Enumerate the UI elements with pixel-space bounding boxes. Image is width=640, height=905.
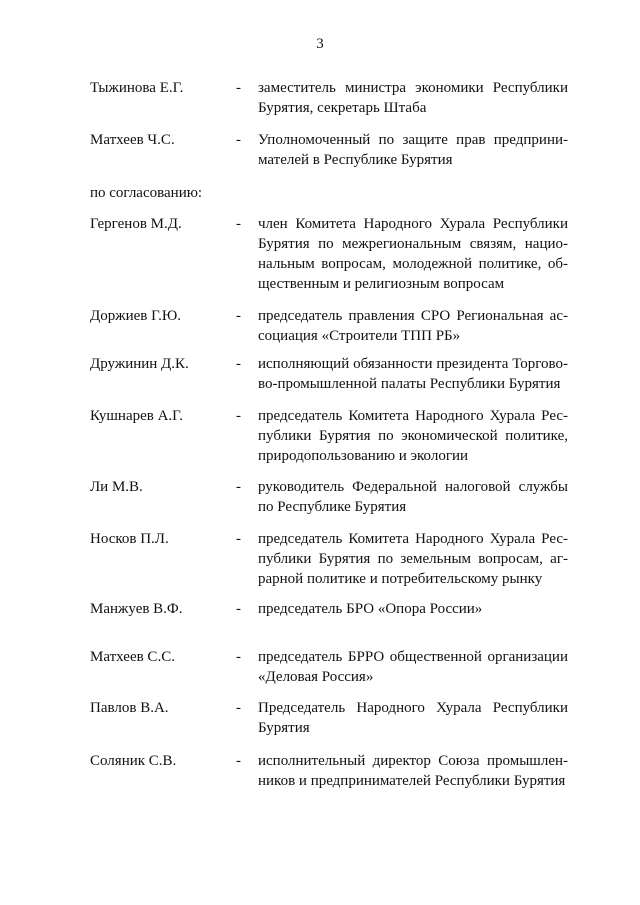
dash-separator: -: [236, 531, 241, 547]
role-line: во-промышленной палаты Республики Бурятия: [258, 376, 561, 392]
person-name: Матхеев Ч.С.: [90, 132, 175, 148]
person-role: [258, 647, 568, 687]
dash-separator: -: [236, 479, 241, 495]
role-line: Бурятия, секретарь Штаба: [258, 100, 427, 116]
dash-separator: -: [236, 308, 241, 324]
role-line: публики Бурятия по земельным вопросам, аг-: [258, 551, 568, 567]
person-name: Гергенов М.Д.: [90, 216, 182, 232]
role-line: нальным вопросам, молодежной политике, об-: [258, 256, 568, 272]
person-name: Кушнарев А.Г.: [90, 408, 183, 424]
role-line: исполнительный директор Союза промышлен-: [258, 753, 568, 769]
person-name: Манжуев В.Ф.: [90, 601, 183, 617]
page-number: 3: [316, 36, 324, 52]
role-line: щественным и религиозным вопросам: [258, 276, 505, 292]
person-name: Ли М.В.: [90, 479, 143, 495]
person-role: [258, 306, 568, 346]
role-line: «Деловая Россия»: [258, 669, 374, 685]
role-line: мателей в Республике Бурятия: [258, 152, 453, 168]
person-name: Павлов В.А.: [90, 700, 169, 716]
role-line: Уполномоченный по защите прав предприни-: [258, 132, 568, 148]
person-role: [258, 529, 568, 589]
person-name: Носков П.Л.: [90, 531, 169, 547]
person-role: [258, 751, 568, 791]
dash-separator: -: [236, 649, 241, 665]
person-name: Соляник С.В.: [90, 753, 177, 769]
person-role: [258, 406, 568, 466]
person-role: [258, 477, 568, 517]
role-line: Председатель Народного Хурала Республики: [258, 700, 568, 716]
person-role: [258, 214, 568, 294]
person-name: Матхеев С.С.: [90, 649, 175, 665]
person-name: Доржиев Г.Ю.: [90, 308, 182, 324]
person-role: [258, 354, 568, 394]
person-role: [258, 698, 568, 738]
person-name: Дружинин Д.К.: [90, 356, 189, 372]
dash-separator: -: [236, 356, 241, 372]
dash-separator: -: [236, 601, 241, 617]
role-line: Бурятия: [258, 720, 310, 736]
dash-separator: -: [236, 700, 241, 716]
role-line: природопользованию и экологии: [258, 448, 469, 464]
role-line: Бурятия по межрегиональным связям, нацио-: [258, 236, 568, 252]
person-role: [258, 78, 568, 118]
dash-separator: -: [236, 408, 241, 424]
role-line: рарной политике и потребительскому рынку: [258, 571, 543, 587]
dash-separator: -: [236, 132, 241, 148]
person-name: Тыжинова Е.Г.: [90, 80, 184, 96]
role-line: ников и предпринимателей Республики Бурятия: [258, 773, 566, 789]
role-line: член Комитета Народного Хурала Республики: [258, 216, 568, 232]
person-role: [258, 599, 568, 619]
role-line: руководитель Федеральной налоговой службы: [258, 479, 568, 495]
role-line: заместитель министра экономики Республики: [258, 80, 568, 96]
role-line: социация «Строители ТПП РБ»: [258, 328, 461, 344]
dash-separator: -: [236, 216, 241, 232]
role-line: председатель правления СРО Региональная ас-: [258, 308, 568, 324]
person-role: [258, 130, 568, 170]
role-line: председатель БРРО общественной организации: [258, 649, 568, 665]
role-line: председатель БРО «Опора России»: [258, 601, 483, 617]
dash-separator: -: [236, 80, 241, 96]
role-line: исполняющий обязанности президента Торгово-: [258, 356, 568, 372]
dash-separator: -: [236, 753, 241, 769]
role-line: председатель Комитета Народного Хурала Рес-: [258, 531, 568, 547]
role-line: председатель Комитета Народного Хурала Рес-: [258, 408, 568, 424]
role-line: публики Бурятия по экономической политике,: [258, 428, 568, 444]
role-line: по Республике Бурятия: [258, 499, 407, 515]
approval-note: по согласованию:: [90, 185, 203, 201]
